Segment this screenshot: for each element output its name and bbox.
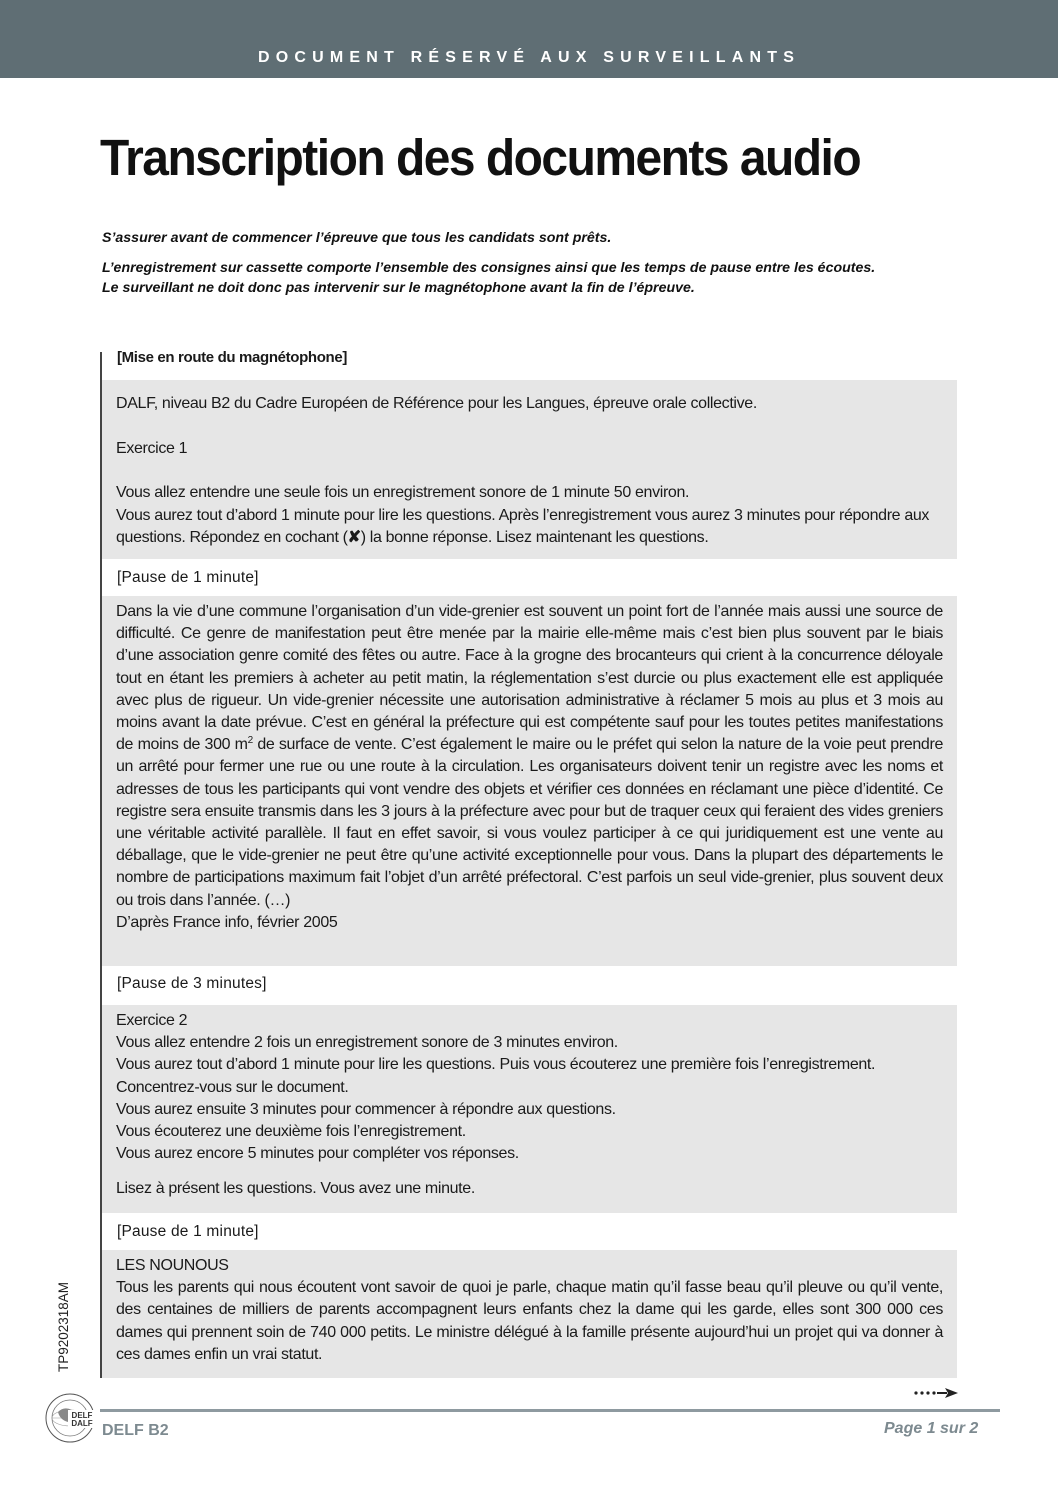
exercise2-read-now: Lisez à présent les questions. Vous avez une minute. [116, 1180, 475, 1198]
exercise1-line2 [116, 505, 943, 549]
pause-2: [Pause de 3 minutes] [117, 975, 267, 992]
passage1-block [102, 596, 957, 966]
logo-text-bottom: DALF [71, 1419, 93, 1428]
exercise1-block [102, 380, 957, 559]
exercise2-line: Vous allez entendre 2 fois un enregistrement sonore de 3 minutes environ. [116, 1034, 618, 1052]
passage1-text-a: Dans la vie d’une commune l’organisation d’un vide-grenier est souvent un point fort de l’année mais aussi une source de difficulté. Ce genre de manifestation peut être menée par la mairie elle-même mais c’est bien plus souvent par le biais d’une association genre comité des fêtes ou autre. Face à la grogne des brocanteurs qui crient à la concurrence déloyale tout en étant les premiers à acheter au petit matin, la réglementation s’est durcie ou plus exactement elle est appliquée avec plus de rigueur. Un vide-grenier nécessite une autorisation administrative à réclamer 5 mois au plus et 3 mois au moins avant la date prévue. C’est en général la préfecture qui est compétente sauf pour les toutes petites manifestations de moins de 300 m [116, 603, 943, 754]
exercise2-line: Vous aurez encore 5 minutes pour compléter vos réponses. [116, 1145, 519, 1163]
intro-line-1: S’assurer avant de commencer l’épreuve que tous les candidats sont prêts. [102, 230, 612, 246]
banner-label: DOCUMENT RÉSERVÉ AUX SURVEILLANTS [257, 49, 801, 66]
pause-1: [Pause de 1 minute] [117, 569, 259, 586]
passage2-title: LES NOUNOUS [116, 1257, 229, 1274]
exercise2-line: Vous écouterez une deuxième fois l’enregistrement. [116, 1123, 466, 1141]
exercise2-title: Exercice 2 [116, 1012, 188, 1029]
passage1-source: D’après France info, février 2005 [116, 913, 338, 931]
footer-exam-name: DELF B2 [102, 1422, 169, 1439]
delf-dalf-logo [40, 1388, 100, 1448]
exam-label: DALF, niveau B2 du Cadre Européen de Référence pour les Langues, épreuve orale collective. [116, 395, 757, 412]
passage2-block [102, 1250, 957, 1378]
exercise1-line2-end: ) la bonne réponse. Lisez maintenant les questions. [360, 528, 709, 546]
passage2-text: Tous les parents qui nous écoutent vont savoir de quoi je parle, chaque matin qu’il fasse beau qu’il pleuve ou qu’il vente, des centaines de milliers de parents accompagnent leurs enfants chez la dame qui les garde, elles sont 300 000 ces dames qui prennent soin de 740 000 petits. Le ministre délégué à la famille présente aujourd’hui un projet qui va donner à ces dames enfin un vrai statut. [116, 1279, 943, 1363]
passage1-text-b: de surface de vente. C’est également le maire ou le préfet qui selon la nature de la voie peut prendre un arrêté pour fermer une rue ou une route à la circulation. Les organisateurs doivent tenir un registre avec les noms et adresses de tous les participants qui vont vendre des objets et vérifier ces données en réclamant une pièce d’identité. Ce registre sera ensuite transmis dans les 3 jours à la préfecture avec pour but de traquer ceux qui feraient des vides greniers une véritable activité parallèle. Il faut en effet savoir, si vous voulez participer à ce qui juridiquement est une vente au déballage, que le vide-grenier ne peut être qu’une activité exceptionnelle pour vous. Dans la plupart des départements le nombre de participations maximum fait l’objet d’un arrêté préfectoral. C’est parfois un seul vide-grenier, plus souvent deux ou trois dans l’année. (…) [116, 736, 943, 909]
passage1-text [116, 601, 943, 912]
exercise2-block [102, 1005, 957, 1213]
passage1-superscript: 2 [247, 735, 253, 747]
intro-line-2: L’enregistrement sur cassette comporte l’ensemble des consignes ainsi que les temps de pause entre les écoutes. Le surveillant ne doit donc pas intervenir sur le magnétophone avant la fin de l’épreuve. [102, 260, 876, 296]
exercise2-line: Vous aurez ensuite 3 minutes pour commencer à répondre aux questions. [116, 1100, 616, 1118]
dotted-arrow-icon [913, 1387, 959, 1399]
page-number: Page 1 sur 2 [884, 1420, 979, 1437]
exercise2-line: Concentrez-vous sur le document. [116, 1078, 349, 1096]
page-title: Transcription des documents audio [100, 129, 861, 186]
checkbox-cross-icon: ✘ [347, 528, 361, 546]
exercise1-title: Exercice 1 [116, 440, 188, 458]
document-code: TP9202318AM [56, 1281, 71, 1372]
start-note: [Mise en route du magnétophone] [117, 349, 347, 366]
top-banner [0, 0, 1058, 78]
footer-rule [100, 1409, 1000, 1412]
exercise2-line: Vous aurez tout d’abord 1 minute pour lire les questions. Puis vous écouterez une première fois l’enregistrement. [116, 1056, 876, 1074]
exercise1-line2-start: Vous aurez tout d’abord 1 minute pour lire les questions. Après l’enregistrement vous aurez 3 minutes pour répondre aux questions. Répondez en cochant ( [116, 506, 930, 546]
pause-3: [Pause de 1 minute] [117, 1223, 259, 1240]
exercise1-line1: Vous allez entendre une seule fois un enregistrement sonore de 1 minute 50 environ. [116, 484, 690, 502]
logo-text-top: DELF [71, 1411, 93, 1420]
